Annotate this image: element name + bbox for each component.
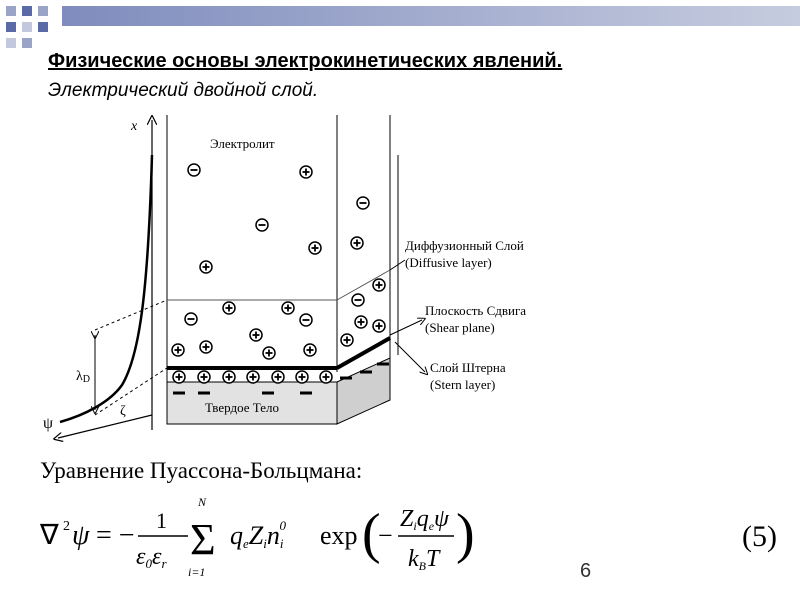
- shear-plane-label-en: (Shear plane): [425, 320, 495, 335]
- decor-square: [22, 22, 32, 32]
- anion-icon: [357, 197, 369, 209]
- cation-icon: [173, 371, 185, 383]
- cation-icon: [200, 261, 212, 273]
- svg-text:Ziqeψ: Ziqeψ: [400, 506, 449, 533]
- solid-body-side: [337, 358, 390, 424]
- cation-icon: [373, 279, 385, 291]
- cation-icon: [247, 371, 259, 383]
- cation-icon: [223, 371, 235, 383]
- svg-text:= −: = −: [96, 520, 135, 551]
- cation-icon: [282, 302, 294, 314]
- svg-text:(: (: [362, 503, 381, 565]
- electrolyte-label: Электролит: [210, 136, 275, 151]
- cation-icon: [355, 316, 367, 328]
- cation-icon: [300, 166, 312, 178]
- debye-length-label: λD: [76, 369, 91, 385]
- header-bar: [62, 6, 800, 26]
- stern-layer-label: Слой Штерна: [430, 360, 506, 375]
- cation-icon: [320, 371, 332, 383]
- svg-text:i=1: i=1: [188, 565, 206, 579]
- solid-label: Твердое Тело: [205, 400, 279, 415]
- cation-icon: [309, 242, 321, 254]
- cation-icon: [250, 329, 262, 341]
- cation-icon: [351, 237, 363, 249]
- anion-icon: [188, 164, 200, 176]
- cation-icon: [341, 334, 353, 346]
- poisson-boltzmann-equation: [38, 492, 478, 582]
- cation-icon: [304, 344, 316, 356]
- cation-icon: [200, 341, 212, 353]
- page-number: 6: [580, 560, 592, 582]
- diffusive-layer-label-en: (Diffusive layer): [405, 255, 492, 270]
- decor-square: [6, 6, 16, 16]
- x-axis-label: x: [131, 119, 138, 134]
- svg-text:−: −: [378, 521, 393, 550]
- slide-title: Физические основы электрокинетических явлений.: [48, 50, 563, 72]
- zeta-label: ζ: [120, 404, 126, 419]
- svg-text:ε0εr: ε0εr: [136, 544, 167, 571]
- cation-icon: [373, 320, 385, 332]
- svg-text:1: 1: [156, 508, 167, 533]
- equation-number: (5): [742, 520, 777, 553]
- decor-square: [38, 6, 48, 16]
- sum-symbol: Σ: [190, 515, 216, 564]
- decor-square: [22, 6, 32, 16]
- diffusive-layer-label: Диффузионный Слой: [405, 238, 524, 253]
- cation-icon: [272, 371, 284, 383]
- shear-plane-label: Плоскость Сдвига: [425, 303, 527, 318]
- cation-icon: [198, 371, 210, 383]
- anion-icon: [185, 313, 197, 325]
- anion-icon: [300, 314, 312, 326]
- decor-square: [38, 22, 48, 32]
- svg-text:exp: exp: [320, 521, 358, 550]
- potential-curve: [60, 155, 152, 422]
- cation-icon: [296, 371, 308, 383]
- svg-text:ψ: ψ: [72, 520, 90, 551]
- svg-text:2: 2: [63, 519, 70, 534]
- stern-layer-label-en: (Stern layer): [430, 377, 496, 392]
- svg-text:qeZini0: qeZini0: [230, 518, 286, 551]
- cation-icon: [223, 302, 235, 314]
- svg-text:kBT: kBT: [408, 546, 440, 573]
- double-layer-diagram: [40, 110, 600, 450]
- svg-text:): ): [456, 503, 475, 565]
- cation-icon: [263, 347, 275, 359]
- slide-subtitle: Электрический двойной слой.: [48, 80, 319, 101]
- svg-text:N: N: [198, 495, 207, 509]
- equation-label: Уравнение Пуассона-Больцмана:: [40, 458, 363, 483]
- decor-square: [22, 38, 32, 48]
- decor-square: [6, 38, 16, 48]
- nabla-symbol: ∇: [40, 520, 59, 551]
- psi-axis-label: ψ: [43, 415, 54, 432]
- anion-icon: [352, 294, 364, 306]
- anion-icon: [256, 219, 268, 231]
- decor-square: [6, 22, 16, 32]
- cation-icon: [172, 344, 184, 356]
